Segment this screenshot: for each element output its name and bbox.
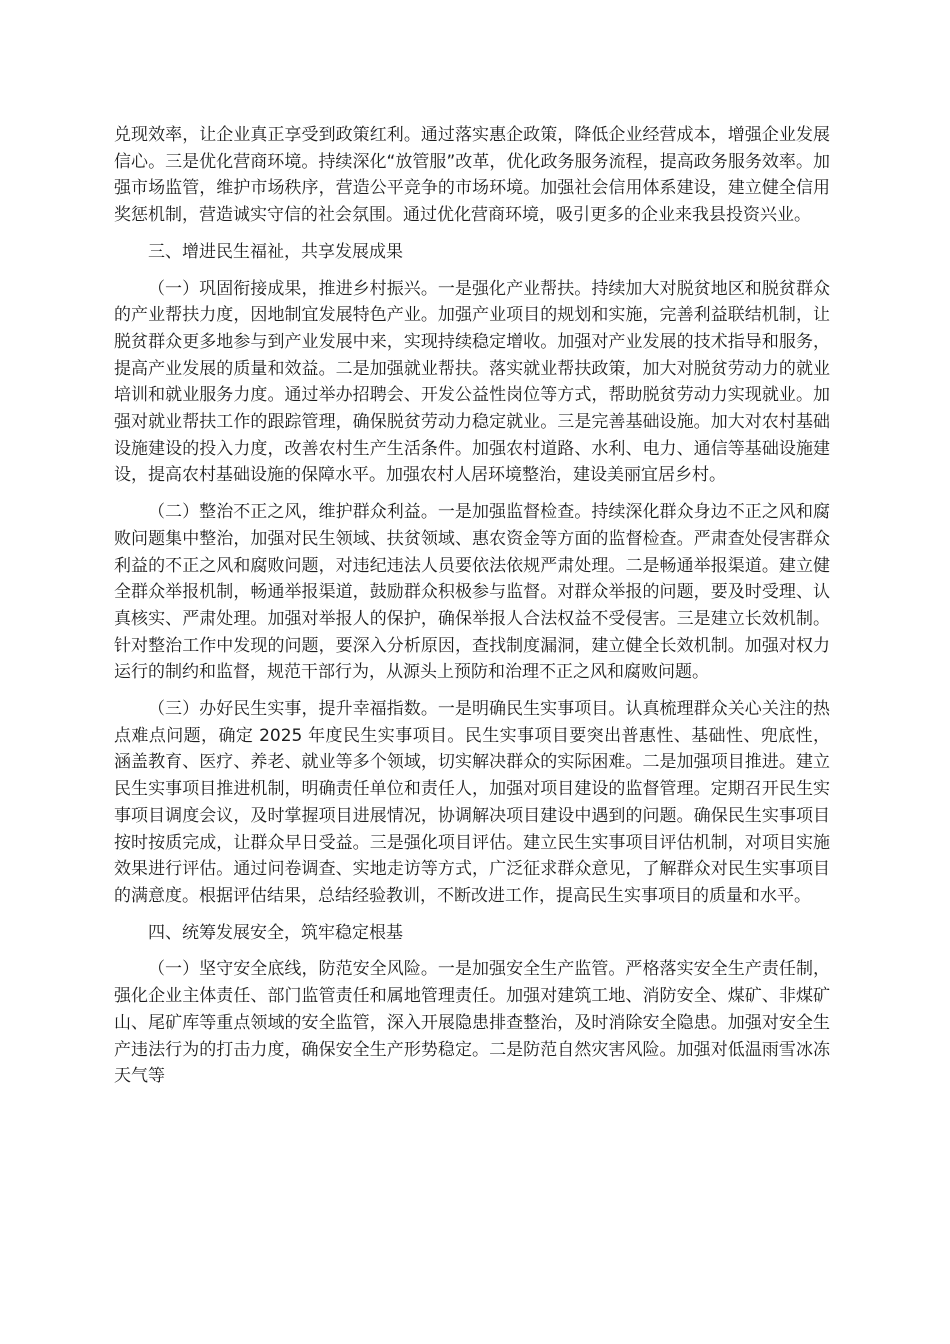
paragraph-rural-revitalization: （一）巩固衔接成果，推进乡村振兴。一是强化产业帮扶。持续加大对脱贫地区和脱贫群众的产业帮扶力度，因地制宜发展特色产业。加强产业项目的规划和实施，完善利益联结机制，让脱贫群众更多地参与到产业发展中来，实现持续稳定增收。加强对产业发展的技术指导和服务，提高产业发展的质量和效益。二是加强就业帮扶。落实就业帮扶政策，加大对脱贫劳动力的就业培训和就业服务力度。通过举办招聘会、开发公益性岗位等方式，帮助脱贫劳动力实现就业。加强对就业帮扶工作的跟踪管理，确保脱贫劳动力稳定就业。三是完善基础设施。加大对农村基础设施建设的投入力度，改善农村生产生活条件。加强农村道路、水利、电力、通信等基础设施建设，提高农村基础设施的保障水平。加强农村人居环境整治，建设美丽宜居乡村。 bbox=[114, 278, 830, 486]
section-heading-3: 三、增进民生福祉，共享发展成果 bbox=[148, 241, 403, 262]
paragraph-rectify-misconduct: （二）整治不正之风，维护群众利益。一是加强监督检查。持续深化群众身边不正之风和腐败问题集中整治，加强对民生领域、扶贫领域、惠农资金等方面的监督检查。严肃查处侵害群众利益的不正之风和腐败问题，对违纪违法人员要依法依规严肃处理。二是畅通举报渠道。建立健全群众举报机制，畅通举报渠道，鼓励群众积极参与监督。对群众举报的问题，要及时受理、认真核实、严肃处理。加强对举报人的保护，确保举报人合法权益不受侵害。三是建立长效机制。针对整治工作中发现的问题，要深入分析原因，查找制度漏洞，建立健全长效机制。加强对权力运行的制约和监督，规范干部行为，从源头上预防和治理不正之风和腐败问题。 bbox=[114, 502, 830, 683]
paragraph-continued: 兑现效率，让企业真正享受到政策红利。通过落实惠企政策，降低企业经营成本，增强企业发展信心。三是优化营商环境。持续深化“放管服”改革，优化政务服务流程，提高政务服务效率。加强市场监管，维护市场秩序，营造公平竞争的市场环境。加强社会信用体系建设，建立健全信用奖惩机制，营造诚实守信的社会氛围。通过优化营商环境，吸引更多的企业来我县投资兴业。 bbox=[114, 125, 830, 226]
paragraph-safety-bottom-line: （一）坚守安全底线，防范安全风险。一是加强安全生产监管。严格落实安全生产责任制，强化企业主体责任、部门监管责任和属地管理责任。加强对建筑工地、消防安全、煤矿、非煤矿山、尾矿库等重点领域的安全监管，深入开展隐患排查整治，及时消除安全隐患。加强对安全生产违法行为的打击力度，确保安全生产形势稳定。二是防范自然灾害风险。加强对低温雨雪冰冻天气等 bbox=[114, 959, 830, 1087]
section-heading-4: 四、统筹发展安全，筑牢稳定根基 bbox=[148, 922, 403, 943]
paragraph-livelihood-projects: （三）办好民生实事，提升幸福指数。一是明确民生实事项目。认真梳理群众关心关注的热点难点问题，确定 2025 年度民生实事项目。民生实事项目要突出普惠性、基础性、兜底性，涵盖教育、医疗、养老、就业等多个领域，切实解决群众的实际困难。二是加强项目推进。建立民生实事项目推进机制，明确责任单位和责任人，加强对项目建设的监督管理。定期召开民生实事项目调度会议，及时掌握项目进展情况，协调解决项目建设中遇到的问题。确保民生实事项目按时按质完成，让群众早日受益。三是强化项目评估。建立民生实事项目评估机制，对项目实施效果进行评估。通过问卷调查、实地走访等方式，广泛征求群众意见，了解群众对民生实事项目的满意度。根据评估结果，总结经验教训，不断改进工作，提高民生实事项目的质量和水平。 bbox=[114, 699, 830, 906]
document-page bbox=[114, 122, 830, 1100]
